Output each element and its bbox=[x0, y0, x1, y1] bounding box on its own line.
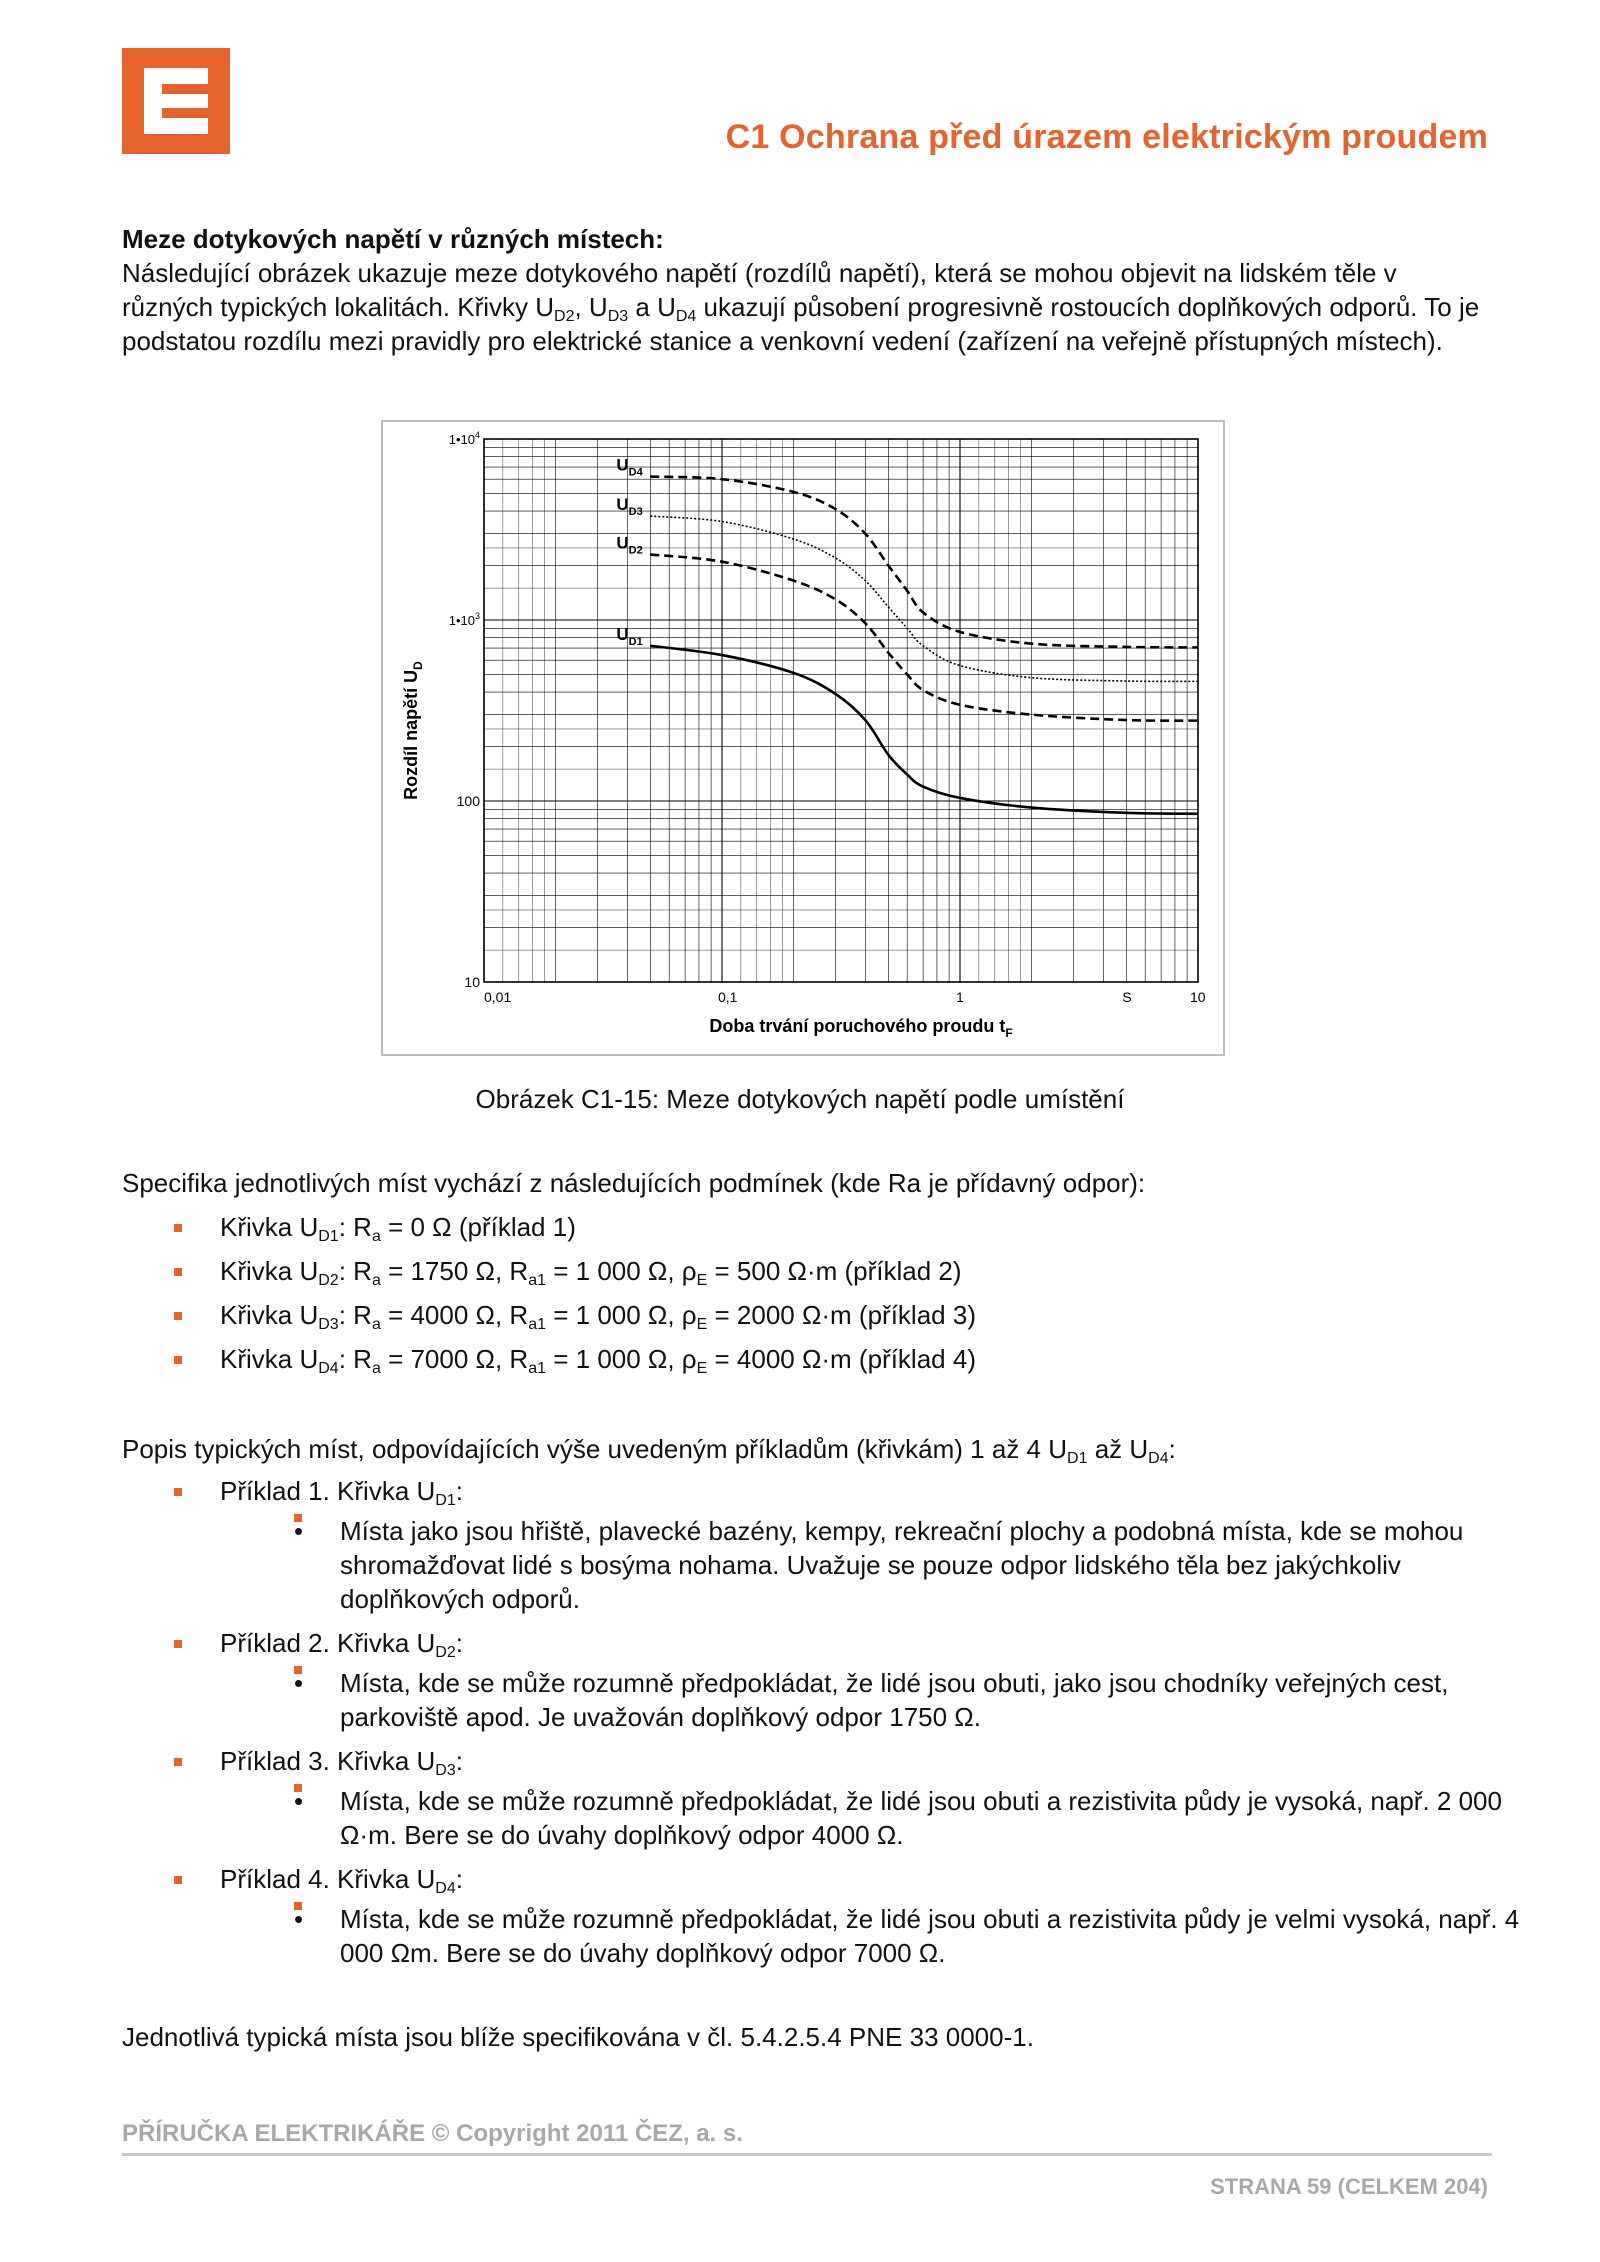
example-item: Příklad 2. Křivka $U_{D2}$: • Místa, kde se může rozumně předpokládat, že lidé jsou obuti, jako jsou chodníky veřejných cest, parkoviště apod. Je uvažován doplňkový odpor 1750 Ω. bbox=[122, 1626, 1522, 1734]
series-label: $U_{D3}$ bbox=[616, 495, 643, 519]
footer-divider bbox=[122, 2153, 1492, 2156]
condition-item: Křivka $U_{D2}$: $R_a = 1750$ Ω, $R_{a1} = 1$ 000 Ω, $\rho_E = 500$ Ω·m (příklad 2) bbox=[122, 1254, 1522, 1288]
figure-caption: Obrázek C1-15: Meze dotykových napětí podle umístění bbox=[475, 1084, 1125, 1114]
example-description: • Místa jako jsou hřiště, plavecké bazény, kempy, rekreační plochy a podobná místa, kde se mohou shromažďovat lidé s bosýma nohama. Uvažuje se pouze odpor lidského těla bez jakýchkoliv doplňkových odporů. bbox=[122, 1514, 1522, 1616]
chart-grid bbox=[484, 439, 1198, 982]
page-title: C1 Ochrana před úrazem elektrickým proudem bbox=[725, 118, 1488, 156]
examples-list bbox=[122, 1474, 1522, 1970]
conditions-intro: Specifika jednotlivých míst vychází z následujících podmínek (kde Ra je přídavný odpor): bbox=[122, 1168, 1146, 1198]
condition-item: Křivka $U_{D3}$: $R_a = 4000$ Ω, $R_{a1} = 1$ 000 Ω, $\rho_E = 2000$ Ω·m (příklad 3) bbox=[122, 1298, 1522, 1332]
cez-logo bbox=[122, 48, 230, 154]
y-tick-label: 10 bbox=[464, 974, 480, 990]
example-description: • Místa, kde se může rozumně předpokládat, že lidé jsou obuti, jako jsou chodníky veřejných cest, parkoviště apod. Je uvažován doplňkový odpor 1750 Ω. bbox=[122, 1666, 1522, 1734]
example-description: • Místa, kde se může rozumně předpokládat, že lidé jsou obuti a rezistivita půdy je vysoká, např. 2 000 Ω·m. Bere se do úvahy doplňkový odpor 4000 Ω. bbox=[122, 1784, 1522, 1852]
chart-figure bbox=[381, 420, 1225, 1056]
x-tick-label: 1 bbox=[956, 989, 964, 1005]
places-intro: Popis typických míst, odpovídajících výše uvedeným příkladům (křivkám) 1 až 4 $U_{D1}$ až $U_{D4}$: bbox=[122, 1434, 1176, 1467]
footer-copyright: PŘÍRUČKA ELEKTRIKÁŘE © Copyright 2011 ČEZ, a. s. bbox=[122, 2120, 743, 2147]
example-item: Příklad 4. Křivka $U_{D4}$: • Místa, kde se může rozumně předpokládat, že lidé jsou obuti a rezistivita půdy je velmi vysoká, např. 4 000 Ωm. Bere se do úvahy doplňkový odpor 7000 Ω. bbox=[122, 1862, 1522, 1970]
x-axis-label: Doba trvání poruchového proudu $t_F$ bbox=[709, 1016, 1013, 1040]
x-unit-label: S bbox=[1122, 989, 1132, 1005]
example-item: Příklad 1. Křivka $U_{D1}$: • Místa jako jsou hřiště, plavecké bazény, kempy, rekreační plochy a podobná místa, kde se mohou shromažďovat lidé s bosýma nohama. Uvažuje se pouze odpor lidského těla bez jakýchkoliv doplňkových odporů. bbox=[122, 1474, 1522, 1616]
series-label: $U_{D2}$ bbox=[616, 533, 643, 557]
series-label: $U_{D4}$ bbox=[616, 455, 643, 479]
closing-paragraph: Jednotlivá typická místa jsou blíže specifikována v čl. 5.4.2.5.4 PNE 33 0000-1. bbox=[122, 2022, 1034, 2052]
example-item: Příklad 3. Křivka $U_{D3}$: • Místa, kde se může rozumně předpokládat, že lidé jsou obuti a rezistivita půdy je vysoká, např. 2 000 Ω·m. Bere se do úvahy doplňkový odpor 4000 Ω. bbox=[122, 1744, 1522, 1852]
series-line-d1 bbox=[650, 646, 1198, 814]
series-line-d4 bbox=[650, 477, 1198, 648]
section-heading: Meze dotykových napětí v různých místech: bbox=[122, 224, 664, 254]
y-tick-label: $1•10^3$ bbox=[448, 611, 480, 628]
condition-item: Křivka $U_{D4}$: $R_a = 7000$ Ω, $R_{a1} = 1$ 000 Ω, $\rho_E = 4000$ Ω·m (příklad 4) bbox=[122, 1342, 1522, 1376]
conditions-list bbox=[122, 1210, 1522, 1376]
touch-voltage-chart bbox=[383, 422, 1223, 1054]
x-tick-label: 0,01 bbox=[484, 989, 512, 1005]
condition-item: Křivka $U_{D1}$: $R_a = 0$ Ω (příklad 1) bbox=[122, 1210, 1522, 1244]
x-tick-label: 10 bbox=[1190, 989, 1206, 1005]
chart-labels bbox=[401, 430, 1206, 1040]
intro-section bbox=[122, 222, 1492, 358]
y-axis-label: Rozdíl napětí $U_D$ bbox=[401, 661, 425, 800]
x-tick-label: 0,1 bbox=[718, 989, 738, 1005]
y-tick-label: 100 bbox=[456, 793, 480, 809]
example-description: • Místa, kde se může rozumně předpokládat, že lidé jsou obuti a rezistivita půdy je velmi vysoká, např. 4 000 Ωm. Bere se do úvahy doplňkový odpor 7000 Ω. bbox=[122, 1902, 1522, 1970]
intro-paragraph: Následující obrázek ukazuje meze dotykového napětí (rozdílů napětí), která se mohou objevit na lidském těle v různých typických lokalitách. Křivky $U_{D2}$, $U_{D3}$ a $U_{D4}$ ukazují působení progresivně rostoucích doplňkových odporů. To je podstatou rozdílu mezi pravidly pro elektrické stanice a venkovní vedení (zařízení na veřejně přístupných místech). bbox=[122, 258, 1480, 356]
conditions-section bbox=[122, 1166, 1522, 1386]
plot-border bbox=[484, 439, 1198, 982]
places-section bbox=[122, 1432, 1522, 1980]
footer-page-number: STRANA 59 (CELKEM 204) bbox=[1210, 2174, 1488, 2199]
y-tick-label: $1•10^4$ bbox=[448, 430, 480, 447]
series-label: $U_{D1}$ bbox=[616, 624, 643, 648]
